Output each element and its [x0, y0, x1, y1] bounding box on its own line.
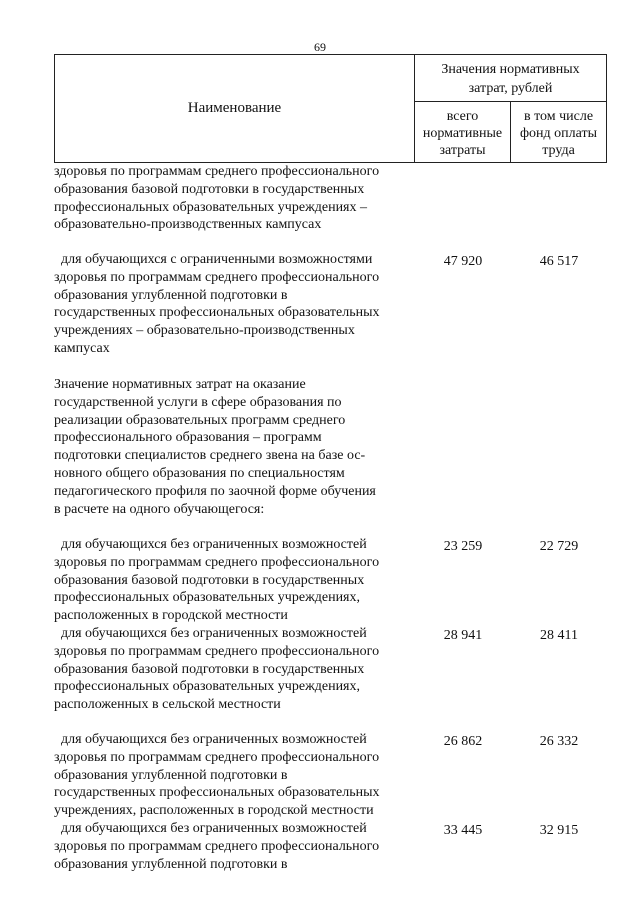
header-values-line: затрат, рублей	[468, 81, 553, 96]
row-line: реализации образовательных программ среднего	[54, 412, 346, 428]
total-cost-value: 23 259	[443, 539, 483, 554]
page-number: 69	[314, 40, 326, 54]
row-line: расположенных в сельской местности	[54, 697, 281, 713]
total-cost-value: 33 445	[443, 823, 483, 838]
row-line: учреждениях, расположенных в городской местности	[54, 803, 374, 819]
row-line: образования базовой подготовки в государственных	[54, 572, 365, 588]
row-line: для обучающихся без ограниченных возможностей	[61, 821, 367, 836]
row-line: здоровья по программам среднего профессионального	[54, 164, 380, 179]
row-line: государственных профессиональных образовательных	[54, 785, 380, 801]
row-line: для обучающихся без ограниченных возможностей	[61, 537, 367, 552]
header-total-column	[415, 102, 511, 162]
row-line: здоровья по программам среднего профессионального	[54, 749, 380, 765]
row-line: здоровья по программам среднего профессионального	[54, 269, 380, 285]
row-line: подготовки специалистов среднего звена на базе ос-	[54, 448, 366, 464]
row-line: здоровья по программам среднего профессионального	[54, 643, 380, 659]
row-line: образования углубленной подготовки в	[54, 287, 288, 303]
table-row	[54, 251, 410, 358]
table-header	[54, 54, 607, 163]
wage-fund-value: 26 332	[539, 734, 579, 749]
row-line: педагогического профиля по заочной форме обучения	[54, 483, 376, 499]
row-line: образования углубленной подготовки в	[54, 767, 288, 783]
row-line: образования базовой подготовки в государственных	[54, 661, 365, 677]
wage-fund-value: 32 915	[539, 823, 579, 838]
header-total-line: всего	[446, 109, 479, 124]
total-cost-value: 47 920	[443, 254, 483, 269]
row-line: кампусах	[54, 340, 110, 356]
row-line: Значение нормативных затрат на оказание	[54, 377, 306, 392]
wage-fund-value: 28 411	[540, 628, 578, 643]
table-row	[54, 536, 410, 625]
table-row	[54, 625, 410, 714]
total-cost-value: 26 862	[443, 734, 483, 749]
header-wage-line: труда	[542, 143, 575, 158]
header-total-line: затраты	[439, 143, 486, 158]
row-line: в расчете на одного обучающегося:	[54, 501, 265, 517]
table-row	[54, 731, 410, 820]
row-line: для обучающихся без ограниченных возможностей	[61, 732, 367, 747]
table-row	[54, 820, 410, 873]
row-line: расположенных в городской местности	[54, 608, 288, 624]
row-line: профессиональных образовательных учреждениях,	[54, 590, 360, 606]
row-line: образования углубленной подготовки в	[54, 856, 288, 872]
row-line: здоровья по программам среднего профессионального	[54, 554, 380, 570]
row-line: профессиональных образовательных учреждениях,	[54, 679, 360, 695]
header-wage-line: в том числе	[523, 109, 594, 124]
header-wage-column	[511, 102, 606, 168]
total-cost-value: 28 941	[443, 628, 483, 643]
row-line: для обучающихся с ограниченными возможностями	[61, 252, 373, 267]
header-wage-line: фонд оплаты	[519, 126, 598, 141]
section-heading	[54, 376, 410, 518]
row-line: государственных профессиональных образовательных	[54, 305, 380, 321]
row-line: образования базовой подготовки в государственных	[54, 181, 365, 197]
row-line: профессиональных образовательных учреждениях –	[54, 199, 367, 215]
wage-fund-value: 22 729	[539, 539, 579, 554]
row-line: образовательно-производственных кампусах	[54, 217, 322, 233]
row-line: новного общего образования по специальностям	[54, 465, 345, 481]
row-line: для обучающихся без ограниченных возможностей	[61, 626, 367, 641]
header-values-line: Значения нормативных	[441, 62, 580, 77]
table-row-continuation	[54, 163, 410, 234]
header-values-column	[415, 55, 606, 102]
row-line: профессионального образования – программ	[54, 430, 322, 446]
header-total-line: нормативные	[422, 126, 503, 141]
row-line: учреждениях – образовательно-производственных	[54, 323, 355, 339]
row-line: здоровья по программам среднего профессионального	[54, 838, 380, 854]
row-line: государственной услуги в сфере образования по	[54, 394, 342, 410]
header-name-column: Наименование	[55, 55, 415, 162]
wage-fund-value: 46 517	[539, 254, 579, 269]
